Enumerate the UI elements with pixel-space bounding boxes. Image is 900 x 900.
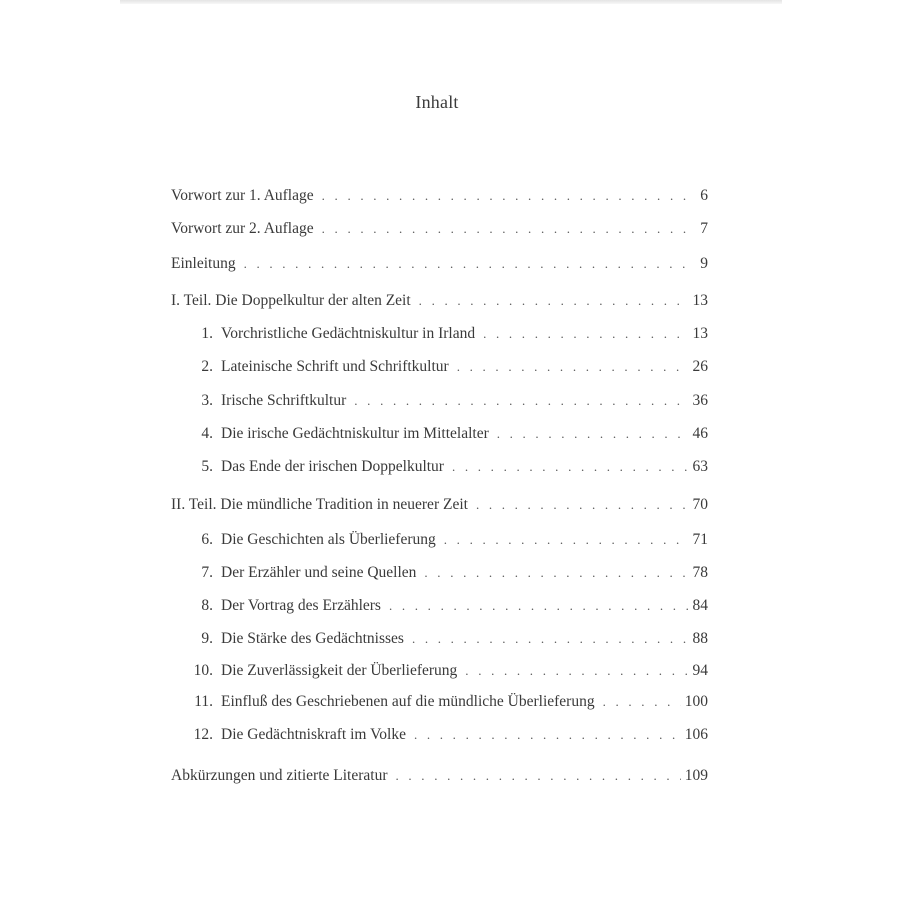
toc-entry-label: Einfluß des Geschriebenen auf die mündliche Überlieferung (221, 693, 595, 710)
toc-entry (189, 424, 708, 444)
toc-entry-page: 6 (700, 187, 708, 204)
dot-leader (412, 629, 689, 649)
toc-entry-page: 109 (684, 767, 708, 784)
dot-leader (354, 391, 688, 411)
toc-entry (189, 357, 708, 377)
toc-entry-number: 2. (201, 358, 213, 375)
toc-entry-page: 78 (692, 564, 708, 581)
toc-entry-label: Einleitung (171, 255, 236, 272)
dot-leader (452, 457, 689, 477)
toc-entry-number: 8. (201, 597, 213, 614)
dot-leader (396, 766, 681, 786)
toc-entry (189, 530, 708, 550)
toc-entry-label: Lateinische Schrift und Schriftkultur (221, 358, 449, 375)
toc-entry-page: 26 (692, 358, 708, 375)
toc-entry-label: Die Zuverlässigkeit der Überlieferung (221, 662, 458, 679)
toc-entry-label: Vorwort zur 1. Auflage (171, 187, 314, 204)
toc-entry-number: 12. (193, 726, 213, 743)
toc-entry-page: 36 (692, 392, 708, 409)
dot-leader (322, 219, 690, 239)
toc-entry-number: 5. (201, 458, 213, 475)
dot-leader (419, 291, 689, 311)
toc-entry-label: Der Vortrag des Erzählers (221, 597, 381, 614)
toc-entry-page: 88 (692, 630, 708, 647)
dot-leader (389, 596, 689, 616)
toc-entry (189, 324, 708, 344)
toc-entry (189, 391, 708, 411)
toc-entry-number: 9. (201, 630, 213, 647)
toc-entry-label: II. Teil. Die mündliche Tradition in neuerer Zeit (171, 496, 468, 513)
dot-leader (457, 357, 689, 377)
toc-entry-label: Die irische Gedächtniskultur im Mittelalter (221, 425, 489, 442)
dot-leader (483, 324, 688, 344)
toc-entry-number: 6. (201, 531, 213, 548)
toc-entry-number: 11. (194, 693, 213, 710)
toc-entry-label: Das Ende der irischen Doppelkultur (221, 458, 444, 475)
dot-leader (244, 254, 690, 274)
toc-entry-label: Abkürzungen und zitierte Literatur (171, 767, 388, 784)
toc-entry-number: 10. (193, 662, 213, 679)
toc-entry-page: 84 (692, 597, 708, 614)
toc-entry (189, 457, 708, 477)
toc-entry (189, 563, 708, 583)
toc-entry-label: Irische Schriftkultur (221, 392, 347, 409)
dot-leader (497, 424, 689, 444)
toc-entry-number: 3. (201, 392, 213, 409)
toc-entry-page: 71 (692, 531, 708, 548)
dot-leader (476, 495, 689, 515)
dot-leader (322, 186, 690, 206)
dot-leader (444, 530, 689, 550)
dot-leader (465, 661, 688, 681)
toc-entry-label: Die Gedächtniskraft im Volke (221, 726, 406, 743)
toc-entry-page: 46 (692, 425, 708, 442)
toc-entry-label: I. Teil. Die Doppelkultur der alten Zeit (171, 292, 411, 309)
toc-entry-page: 9 (700, 255, 708, 272)
toc-entry-label: Die Geschichten als Überlieferung (221, 531, 436, 548)
toc-entry (189, 596, 708, 616)
dot-leader (414, 725, 681, 745)
toc-entry (171, 186, 708, 206)
dot-leader (603, 692, 681, 712)
toc-entry-page: 94 (692, 662, 708, 679)
toc-entry-label: Die Stärke des Gedächtnisses (221, 630, 404, 647)
toc-entry (189, 661, 708, 681)
toc-entry-page: 7 (700, 220, 708, 237)
toc-entry-number: 7. (201, 564, 213, 581)
toc-entry-number: 4. (201, 425, 213, 442)
page-title: Inhalt (415, 92, 459, 112)
toc-entry (189, 629, 708, 649)
toc-entry-number: 1. (201, 325, 213, 342)
toc-entry (189, 725, 708, 745)
toc-entry-page: 63 (692, 458, 708, 475)
toc-entry-page: 100 (684, 693, 708, 710)
toc-entry (189, 692, 708, 712)
dot-leader (424, 563, 688, 583)
toc-entry-page: 70 (692, 496, 708, 513)
toc-entry-label: Der Erzähler und seine Quellen (221, 564, 417, 581)
toc-entry (171, 254, 708, 274)
toc-entry-page: 13 (692, 325, 708, 342)
toc-entry-label: Vorchristliche Gedächtniskultur in Irland (221, 325, 476, 342)
toc-entry-page: 13 (692, 292, 708, 309)
toc-entry-page: 106 (684, 726, 708, 743)
toc-entry (171, 291, 708, 311)
toc-entry (171, 495, 708, 515)
toc-entry (171, 219, 708, 239)
toc-entry-label: Vorwort zur 2. Auflage (171, 220, 314, 237)
toc-entry (171, 766, 708, 786)
